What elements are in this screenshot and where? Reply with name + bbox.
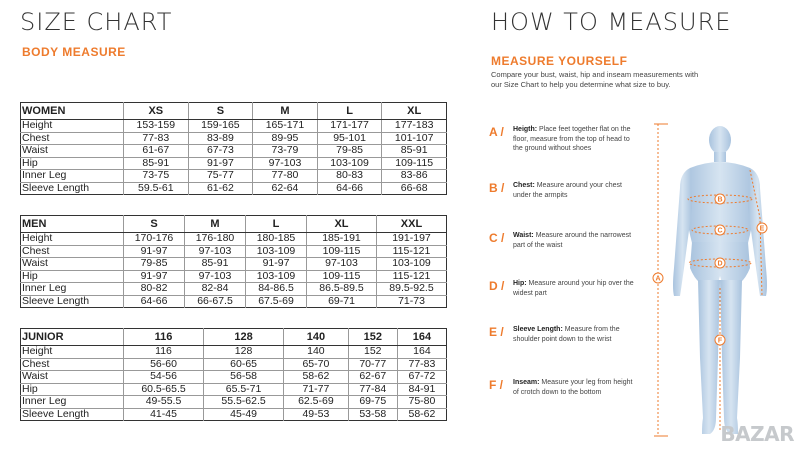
table-row [21,245,447,258]
header-cell: 128 [204,329,284,346]
step-text: Inseam: Measure your leg from height of crotch down to the bottom [513,379,633,396]
table-cell: 67-72 [397,371,446,384]
step-text: Chest: Measure around your chest under the armpits [513,182,622,199]
table-row [21,358,447,371]
step-text: Sleeve Length: Measure from the shoulder point down to the wrist [513,326,620,343]
step-text: Hip: Measure around your hip over the widest part [513,280,634,297]
table-row [21,132,447,145]
marker-label-a: A [655,275,661,283]
table-cell: 115-121 [376,245,446,258]
row-label: Sleeve Length [22,294,90,307]
table-row [21,157,447,170]
table-row [21,258,447,271]
table-cell: 79-85 [124,258,185,271]
header-cell: S [124,216,185,233]
table-cell: 59.5-61 [124,182,189,195]
header-cell: S [188,103,253,120]
table-cell: 171-177 [317,120,382,133]
step-letter: E / [489,325,504,339]
row-label: Hip [21,157,124,170]
table-cell: 60-65 [204,358,284,371]
table-cell: 58-62 [284,371,349,384]
table-cell: 116 [124,346,204,359]
table-cell: 97-103 [185,245,246,258]
table-row [21,182,447,195]
header-cell: M [253,103,318,120]
table-cell: 79-85 [317,145,382,158]
header-cell: XL [307,216,377,233]
header-cell: 152 [348,329,397,346]
row-label: Height [21,120,124,133]
table-cell: 67.5-69 [246,295,307,308]
table-cell: 71-73 [376,295,446,308]
header-cell: XXL [376,216,446,233]
table-header-row [21,329,447,346]
table-cell: 61-67 [124,145,189,158]
table-row [21,145,447,158]
table-cell: 60.5-65.5 [124,383,204,396]
table-cell: 61-62 [188,182,253,195]
table-cell: 103-109 [246,270,307,283]
table-cell: 170-176 [124,233,185,246]
step-text: Waist: Measure around the narrowest part of the waist [513,232,632,249]
table-cell: 80-83 [317,170,382,183]
row-label: Inner Leg [21,283,124,296]
table-row [21,396,447,409]
row-label: Waist [21,145,124,158]
table-cell: 84-86.5 [246,283,307,296]
table-cell: 49-53 [284,408,349,421]
step-text: Heigth: Place feet together flat on the floor, measure from the top of head to the ground without shoes [513,126,631,152]
table-cell: 97-103 [307,258,377,271]
measure-yourself-heading: MEASURE YOURSELF [491,54,628,68]
header-cell: XS [124,103,189,120]
men-size-table [20,215,447,308]
header-cell: XL [382,103,447,120]
table-cell: 91-97 [188,157,253,170]
table-cell: 91-97 [124,245,185,258]
table-cell: 89-95 [253,132,318,145]
table-cell: 97-103 [253,157,318,170]
table-cell: 140 [284,346,349,359]
step-letter: D / [489,279,505,293]
table-cell: 64-66 [124,295,185,308]
table-cell: 65-70 [284,358,349,371]
table-cell: 62.5-69 [284,396,349,409]
table-cell: 85-91 [124,157,189,170]
table-row [21,295,447,308]
row-label: Chest [21,358,124,371]
table-cell: 58-62 [397,408,446,421]
table-cell: 85-91 [185,258,246,271]
table-cell: 45-49 [204,408,284,421]
table-cell: 64-66 [317,182,382,195]
table-cell: 55.5-62.5 [204,396,284,409]
marker-label-c: C [717,227,723,235]
row-label: Waist [21,371,124,384]
row-label: Height [21,233,124,246]
header-cell: 164 [397,329,446,346]
table-cell: 77-83 [124,132,189,145]
step-letter: B / [489,181,505,195]
table-cell: 62-67 [348,371,397,384]
table-row [21,270,447,283]
table-cell: 97-103 [185,270,246,283]
table-cell: 67-73 [188,145,253,158]
table-row [21,233,447,246]
table-cell: 77-80 [253,170,318,183]
table-cell: 95-101 [317,132,382,145]
table-cell: 185-191 [307,233,377,246]
table-cell: 66-68 [382,182,447,195]
row-label: Sleeve Length [22,181,90,194]
table-cell: 91-97 [246,258,307,271]
table-cell: 103-109 [376,258,446,271]
table-cell: 83-89 [188,132,253,145]
table-cell: 71-77 [284,383,349,396]
table-cell: 89.5-92.5 [376,283,446,296]
row-label: Height [21,346,124,359]
table-cell: 66-67.5 [185,295,246,308]
row-label: Sleeve Length [22,407,90,420]
junior-size-table [20,328,447,421]
table-cell: 49-55.5 [124,396,204,409]
header-cell: L [246,216,307,233]
table-cell: 109-115 [307,270,377,283]
header-cell: MEN [21,216,124,233]
table-cell: 77-83 [397,358,446,371]
table-cell: 77-84 [348,383,397,396]
body-figure [650,118,800,452]
table-row [21,408,447,421]
table-cell: 165-171 [253,120,318,133]
table-cell: 86.5-89.5 [307,283,377,296]
body-measure-heading: BODY MEASURE [22,45,126,59]
row-label: Chest [21,132,124,145]
table-cell: 176-180 [185,233,246,246]
table-header-row [21,216,447,233]
table-cell: 115-121 [376,270,446,283]
header-cell: JUNIOR [21,329,124,346]
table-cell: 82-84 [185,283,246,296]
table-cell: 73-79 [253,145,318,158]
table-cell: 53-58 [348,408,397,421]
table-cell: 164 [397,346,446,359]
row-label: Inner Leg [21,170,124,183]
table-header-row [21,103,447,120]
marker-label-f: F [717,337,723,345]
header-cell: 140 [284,329,349,346]
table-cell: 91-97 [124,270,185,283]
row-label: Waist [21,258,124,271]
table-cell: 56-60 [124,358,204,371]
step-letter: C / [489,231,505,245]
table-cell: 69-71 [307,295,377,308]
table-cell: 180-185 [246,233,307,246]
table-cell: 128 [204,346,284,359]
table-cell: 101-107 [382,132,447,145]
table-cell: 85-91 [382,145,447,158]
table-row [21,170,447,183]
table-cell: 83-86 [382,170,447,183]
size-chart-title: SIZE CHART [20,8,173,36]
table-row [21,120,447,133]
table-row [21,371,447,384]
table-row [21,383,447,396]
header-cell: WOMEN [21,103,124,120]
table-cell: 152 [348,346,397,359]
table-cell: 80-82 [124,283,185,296]
table-cell: 103-109 [317,157,382,170]
table-cell: 73-75 [124,170,189,183]
row-label: Hip [21,383,124,396]
table-cell: 41-45 [124,408,204,421]
marker-label-b: B [717,196,723,204]
table-cell: 103-109 [246,245,307,258]
step-letter: A / [489,125,504,139]
table-cell: 109-115 [382,157,447,170]
row-label: Chest [21,245,124,258]
marker-label-e: E [759,225,765,233]
table-cell: 56-58 [204,371,284,384]
step-letter: F / [489,378,503,392]
table-row [21,283,447,296]
table-cell: 159-165 [188,120,253,133]
table-row [21,346,447,359]
how-to-measure-title: HOW TO MEASURE [491,8,732,36]
table-cell: 109-115 [307,245,377,258]
header-cell: M [185,216,246,233]
human-silhouette [673,126,767,434]
table-cell: 75-80 [397,396,446,409]
row-label: Inner Leg [21,396,124,409]
women-size-table [20,102,447,195]
table-cell: 191-197 [376,233,446,246]
measure-description: Compare your bust, waist, hip and inseam measurements with our Size Chart to help you determine what size to buy. [491,70,699,89]
table-cell: 153-159 [124,120,189,133]
watermark-logo: BAZAR [720,422,794,446]
table-cell: 75-77 [188,170,253,183]
table-cell: 177-183 [382,120,447,133]
table-cell: 70-77 [348,358,397,371]
row-label: Hip [21,270,124,283]
table-cell: 62-64 [253,182,318,195]
table-cell: 69-75 [348,396,397,409]
table-cell: 65.5-71 [204,383,284,396]
table-cell: 84-91 [397,383,446,396]
table-cell: 54-56 [124,371,204,384]
header-cell: L [317,103,382,120]
marker-label-d: D [717,260,723,268]
header-cell: 116 [124,329,204,346]
